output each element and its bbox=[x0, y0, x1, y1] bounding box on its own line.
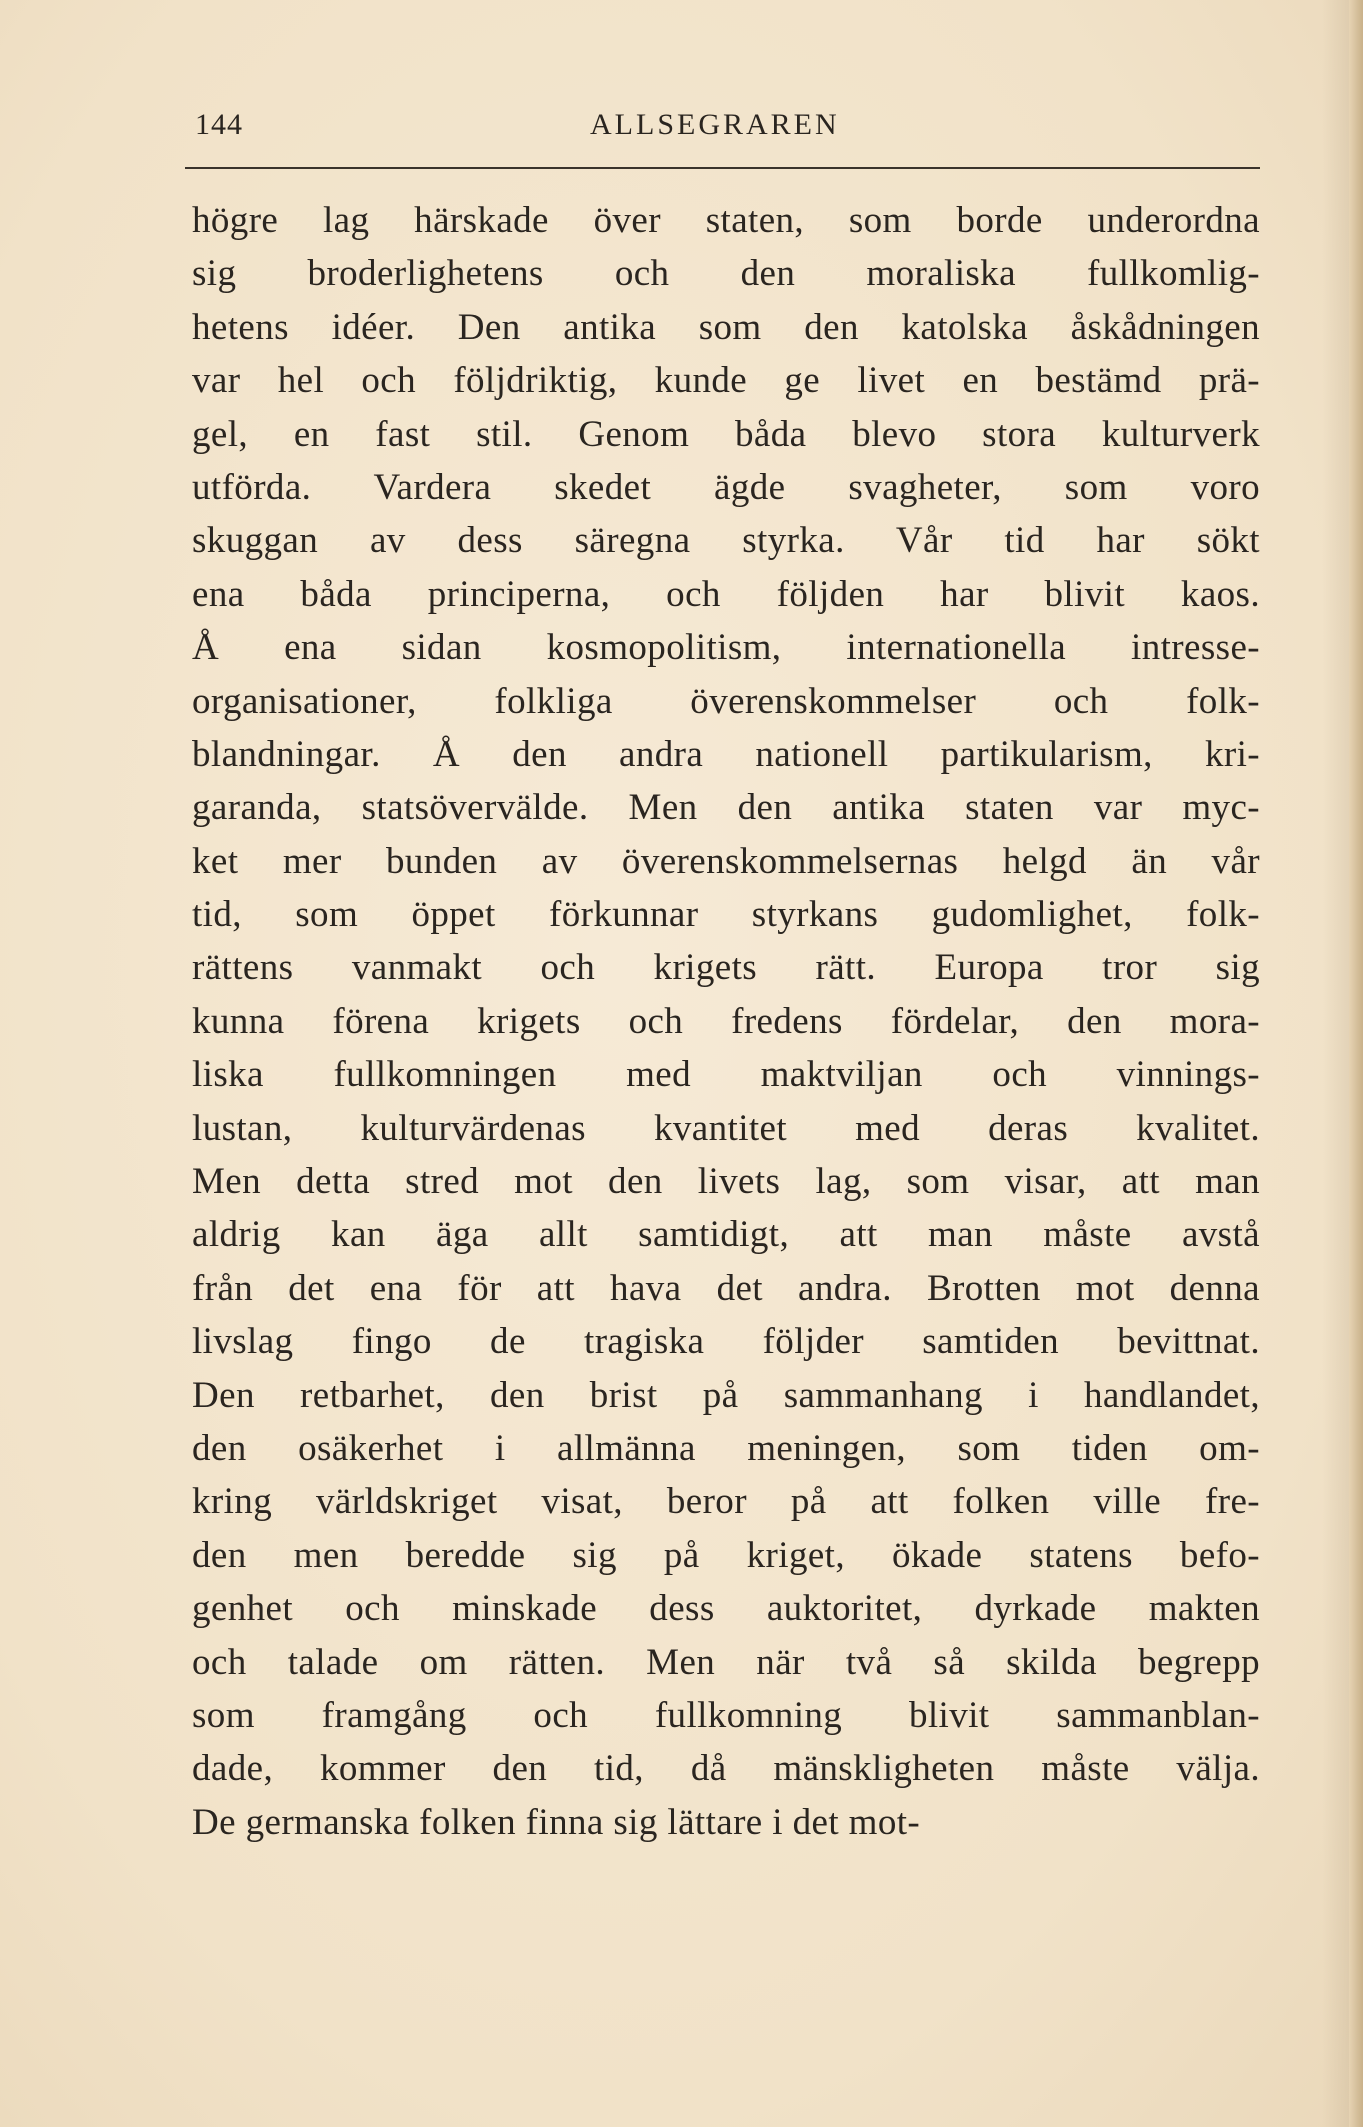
text-line: sig broderlighetens och den moraliska fullkomlig- bbox=[192, 253, 1260, 295]
text-line: utförda. Vardera skedet ägde svagheter, som voro bbox=[192, 466, 1260, 508]
text-line: gel, en fast stil. Genom båda blevo stora kulturverk bbox=[192, 413, 1260, 455]
text-line: tid, som öppet förkunnar styrkans gudomlighet, folk- bbox=[192, 894, 1260, 936]
page-header bbox=[195, 102, 1260, 162]
text-line: ket mer bunden av överenskommelsernas helgd än vår bbox=[192, 840, 1260, 882]
text-line: från det ena för att hava det andra. Brotten mot denna bbox=[192, 1267, 1260, 1309]
text-line: hetens idéer. Den antika som den katolska åskådningen bbox=[192, 306, 1260, 348]
text-line: De germanska folken finna sig lättare i det mot- bbox=[192, 1801, 921, 1843]
text-line: den men beredde sig på kriget, ökade statens befo- bbox=[192, 1534, 1260, 1576]
text-line: garanda, statsövervälde. Men den antika staten var myc- bbox=[192, 787, 1260, 829]
text-line: genhet och minskade dess auktoritet, dyrkade makten bbox=[192, 1588, 1260, 1630]
page-edge bbox=[1349, 0, 1363, 2127]
text-line: kunna förena krigets och fredens fördelar, den mora- bbox=[192, 1000, 1260, 1042]
text-line: Men detta stred mot den livets lag, som visar, att man bbox=[192, 1161, 1260, 1203]
text-line: organisationer, folkliga överenskommelser och folk- bbox=[192, 680, 1260, 722]
text-line: rättens vanmakt och krigets rätt. Europa tror sig bbox=[192, 947, 1260, 989]
page-number: 144 bbox=[195, 108, 243, 141]
text-line: ena båda principerna, och följden har blivit kaos. bbox=[192, 573, 1260, 615]
text-line: den osäkerhet i allmänna meningen, som tiden om- bbox=[192, 1427, 1260, 1469]
header-rule bbox=[185, 167, 1260, 169]
text-line: aldrig kan äga allt samtidigt, att man måste avstå bbox=[192, 1214, 1260, 1256]
text-line: dade, kommer den tid, då mänskligheten måste välja. bbox=[192, 1748, 1260, 1790]
text-line: högre lag härskade över staten, som borde underordna bbox=[192, 200, 1260, 241]
text-line: lustan, kulturvärdenas kvantitet med deras kvalitet. bbox=[192, 1107, 1260, 1149]
text-line: och talade om rätten. Men när två så skilda begrepp bbox=[192, 1641, 1260, 1683]
body-text bbox=[192, 194, 1260, 1849]
text-line: blandningar. Å den andra nationell partikularism, kri- bbox=[192, 733, 1260, 775]
running-head: ALLSEGRAREN bbox=[590, 108, 840, 141]
text-line: liska fullkomningen med maktviljan och vinnings- bbox=[192, 1054, 1260, 1096]
text-line: var hel och följdriktig, kunde ge livet en bestämd prä- bbox=[192, 360, 1260, 402]
text-line: skuggan av dess säregna styrka. Vår tid har sökt bbox=[192, 520, 1260, 562]
text-line: Den retbarhet, den brist på sammanhang i handlandet, bbox=[192, 1374, 1260, 1416]
text-line: kring världskriget visat, beror på att folken ville fre- bbox=[192, 1481, 1260, 1523]
text-line: som framgång och fullkomning blivit sammanblan- bbox=[192, 1694, 1260, 1736]
text-line: livslag fingo de tragiska följder samtiden bevittnat. bbox=[192, 1321, 1260, 1363]
text-line: Å ena sidan kosmopolitism, internationella intresse- bbox=[192, 627, 1260, 669]
